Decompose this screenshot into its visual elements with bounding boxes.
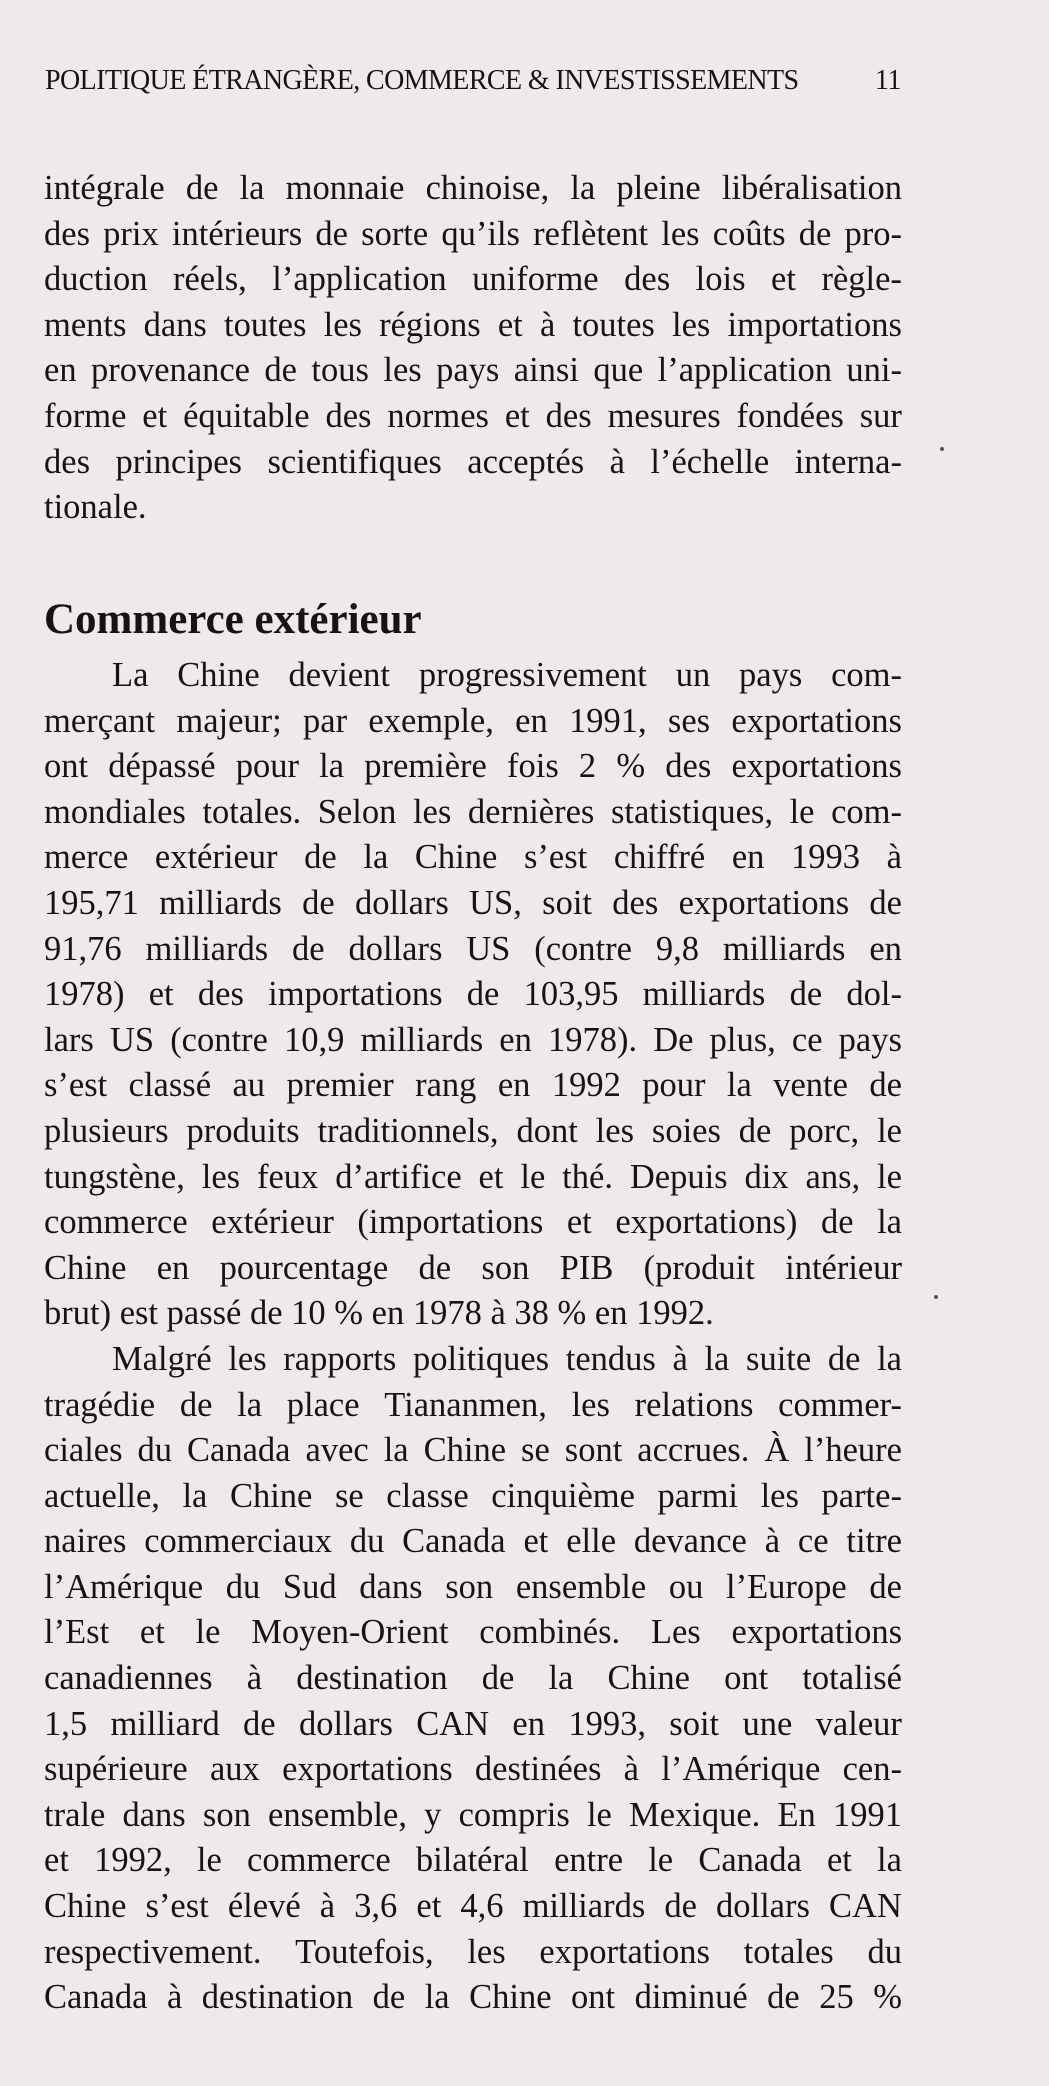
text-line: ments dans toutes les régions et à toutes les importations: [44, 305, 902, 344]
body-column: [44, 653, 902, 2021]
paragraph-1: [44, 166, 902, 531]
text-line: en provenance de tous les pays ainsi que l’application uni-: [44, 351, 902, 390]
paper-speck: [940, 447, 944, 451]
text-line: actuelle, la Chine se classe cinquième parmi les parte-: [44, 1476, 902, 1515]
text-line: Malgré les rapports politiques tendus à la suite de la: [112, 1339, 902, 1378]
section-heading: Commerce extérieur: [44, 596, 422, 643]
text-line: et 1992, le commerce bilatéral entre le Canada et la: [44, 1841, 902, 1880]
text-line: 91,76 milliards de dollars US (contre 9,8 milliards en: [44, 929, 902, 968]
text-line: l’Est et le Moyen-Orient combinés. Les exportations: [44, 1613, 902, 1652]
paragraph-2: [44, 653, 902, 1337]
text-line: intégrale de la monnaie chinoise, la pleine libéralisation: [44, 169, 902, 207]
text-line: tionale.: [44, 488, 147, 527]
text-line: forme et équitable des normes et des mesures fondées sur: [44, 396, 902, 435]
text-line: 1978) et des importations de 103,95 milliards de dol-: [44, 975, 902, 1014]
text-line: merçant majeur; par exemple, en 1991, ses exportations: [44, 701, 902, 740]
text-line: 195,71 milliards de dollars US, soit des exportations de: [44, 883, 902, 922]
text-line: lars US (contre 10,9 milliards en 1978). De plus, ce pays: [44, 1020, 902, 1059]
text-line: supérieure aux exportations destinées à l’Amérique cen-: [44, 1750, 902, 1789]
text-line: commerce extérieur (importations et exportations) de la: [44, 1203, 902, 1242]
running-title: POLITIQUE ÉTRANGÈRE, COMMERCE & INVESTISSEMENTS: [45, 65, 799, 96]
text-line: s’est classé au premier rang en 1992 pour la vente de: [44, 1066, 902, 1105]
text-line: trale dans son ensemble, y compris le Mexique. En 1991: [44, 1795, 902, 1834]
text-line: ciales du Canada avec la Chine se sont accrues. À l’heure: [44, 1431, 902, 1470]
text-line: Canada à destination de la Chine ont diminué de 25 %: [44, 1978, 902, 2017]
text-line: Chine s’est élevé à 3,6 et 4,6 milliards de dollars CAN: [44, 1887, 902, 1926]
running-header: [45, 67, 901, 95]
text-line: plusieurs produits traditionnels, dont les soies de porc, le: [44, 1111, 902, 1150]
text-line: brut) est passé de 10 % en 1978 à 38 % en 1992.: [44, 1294, 714, 1333]
text-line: des principes scientifiques acceptés à l’échelle interna-: [44, 442, 902, 481]
text-line: mondiales totales. Selon les dernières statistiques, le com-: [44, 792, 902, 831]
text-line: respectivement. Toutefois, les exportations totales du: [44, 1932, 902, 1971]
text-line: canadiennes à destination de la Chine ont totalisé: [44, 1659, 902, 1698]
text-line: merce extérieur de la Chine s’est chiffré en 1993 à: [44, 838, 902, 877]
text-line: 1,5 milliard de dollars CAN en 1993, soit une valeur: [44, 1704, 902, 1743]
paper-speck: [934, 1295, 938, 1299]
text-line: tungstène, les feux d’artifice et le thé. Depuis dix ans, le: [44, 1157, 902, 1196]
text-line: ont dépassé pour la première fois 2 % des exportations: [44, 747, 902, 786]
text-line: La Chine devient progressivement un pays com-: [112, 656, 902, 694]
text-line: naires commerciaux du Canada et elle devance à ce titre: [44, 1522, 902, 1561]
text-line: Chine en pourcentage de son PIB (produit intérieur: [44, 1248, 902, 1287]
page-number: 11: [874, 65, 901, 96]
text-line: tragédie de la place Tiananmen, les relations commer-: [44, 1385, 902, 1424]
text-line: des prix intérieurs de sorte qu’ils reflètent les coûts de pro-: [44, 214, 902, 253]
paragraph-3: [44, 1337, 902, 2021]
text-line: l’Amérique du Sud dans son ensemble ou l’Europe de: [44, 1567, 902, 1606]
text-line: duction réels, l’application uniforme des lois et règle-: [44, 260, 902, 299]
